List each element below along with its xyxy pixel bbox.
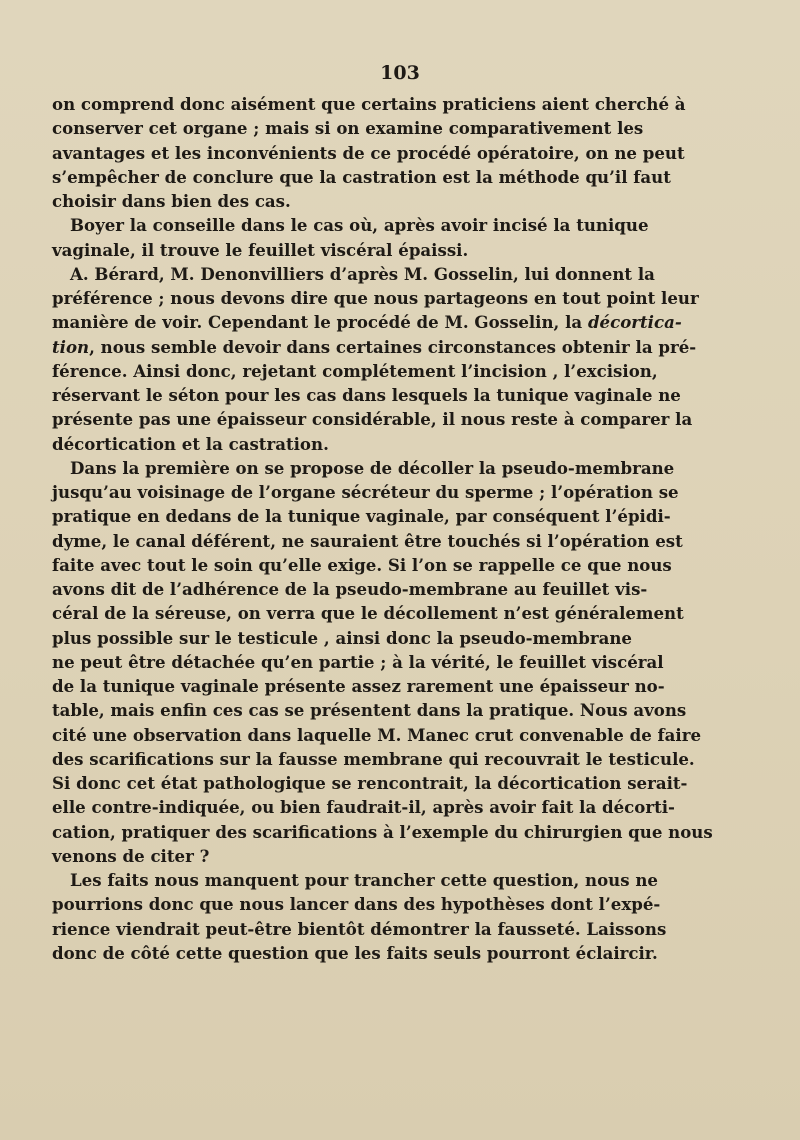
line-text: présente pas une épaisseur considérable, il nous reste à comparer la [52,409,693,430]
line-text: avantages et les inconvénients de ce procédé opératoire, on ne peut [52,142,685,163]
line-text: elle contre-indiquée, ou bien faudrait-il, après avoir fait la décorti- [52,797,675,818]
line-text: manière de voir. Cependant le procédé de M. Gosselin, la [52,312,588,333]
line-text: plus possible sur le testicule , ainsi donc la pseudo-membrane [52,627,632,648]
text-line [52,189,585,213]
text-line [52,553,672,577]
line-text: dyme, le canal déférent, ne sauraient être touchés si l’opération est [52,530,683,551]
line-text: Si donc cet état pathologique se rencontrait, la décortication serait- [52,773,688,793]
text-line [52,480,679,504]
line-text: Les faits nous manquent pour trancher cette question, nous ne [70,870,658,890]
text-line [52,262,655,286]
line-text: ne peut être détachée qu’en partie ; à la vérité, le feuillet viscéral [52,651,664,672]
text-line [52,650,664,674]
line-text: donc de côté cette question que les faits seuls pourront éclaircir. [52,942,658,963]
text-line [52,844,585,868]
text-line [52,795,675,819]
line-text: décortication et la castration. [52,433,329,454]
line-text: cité une observation dans laquelle M. Manec crut convenable de faire [52,724,702,745]
text-line [52,335,697,359]
text-line [52,165,671,189]
text-line [52,820,713,844]
line-text: table, mais enfin ces cas se présentent dans la pratique. Nous avons [52,700,687,721]
line-text: venons de citer ? [52,845,210,866]
text-line [52,92,686,116]
text-line [52,917,667,941]
text-line [52,771,688,795]
text-line [52,213,649,237]
line-text: férence. Ainsi donc, rejetant complétement l’incision , l’excision, [52,360,658,381]
text-line [52,141,685,165]
line-text: s’empêcher de conclure que la castration est la méthode qu’il faut [52,166,671,187]
line-text: A. Bérard, M. Denonvilliers d’après M. Gosselin, lui donnent la [70,263,655,284]
line-text: de la tunique vaginale présente assez rarement une épaisseur no- [52,676,665,696]
line-text: jusqu’au voisinage de l’organe sécréteur du sperme ; l’opération se [52,482,679,502]
text-line [52,747,695,771]
text-line [52,383,681,407]
line-text: pratique en dedans de la tunique vaginale, par conséquent l’épidi- [52,506,671,527]
text-line [52,601,684,625]
text-line [52,941,658,965]
line-text: des scarifications sur la fausse membrane qui recouvrait le testicule. [52,748,695,769]
line-text: faite avec tout le soin qu’elle exige. Si l’on se rappelle ce que nous [52,554,672,575]
line-text: avons dit de l’adhérence de la pseudo-membrane au feuillet vis- [52,579,648,599]
text-line [52,698,687,722]
text-line [52,626,632,650]
line-text: , nous semble devoir dans certaines circonstances obtenir la pré- [89,336,697,357]
page-number: 103 [380,62,420,84]
text-line [52,504,671,528]
line-text: réservant le séton pour les cas dans lesquels la tunique vaginale ne [52,385,681,405]
text-line [52,529,683,553]
line-text: conserver cet organe ; mais si on examine comparativement les [52,118,644,139]
line-text: Boyer la conseille dans le cas où, après avoir incisé la tunique [70,215,649,236]
line-text: choisir dans bien des cas. [52,191,291,211]
text-line [52,432,585,456]
line-text: céral de la séreuse, on verra que le décollement n’est généralement [52,603,684,624]
text-line [52,577,648,601]
text-line [52,674,665,698]
text-line [52,723,702,747]
line-text: cation, pratiquer des scarifications à l’exemple du chirurgien que nous [52,821,713,842]
text-line [52,892,661,916]
italic-text: tion [52,336,90,357]
line-text: pourrions donc que nous lancer dans des hypothèses dont l’expé- [52,894,661,915]
text-line [52,238,585,262]
line-text: rience viendrait peut-être bientôt démontrer la fausseté. Laissons [52,918,667,939]
body-text [52,92,713,965]
line-text: Dans la première on se propose de décoller la pseudo-membrane [70,457,675,478]
line-text: préférence ; nous devons dire que nous partageons en tout point leur [52,288,699,308]
text-line [52,310,682,334]
italic-text: décortica- [587,312,682,333]
text-line [52,359,658,383]
text-line [52,456,675,480]
text-line [52,407,693,431]
text-line [52,286,699,310]
line-text: vaginale, il trouve le feuillet viscéral épaissi. [52,239,469,260]
line-text: on comprend donc aisément que certains praticiens aient cherché à [52,94,686,114]
text-line [52,868,658,892]
text-line [52,116,644,140]
